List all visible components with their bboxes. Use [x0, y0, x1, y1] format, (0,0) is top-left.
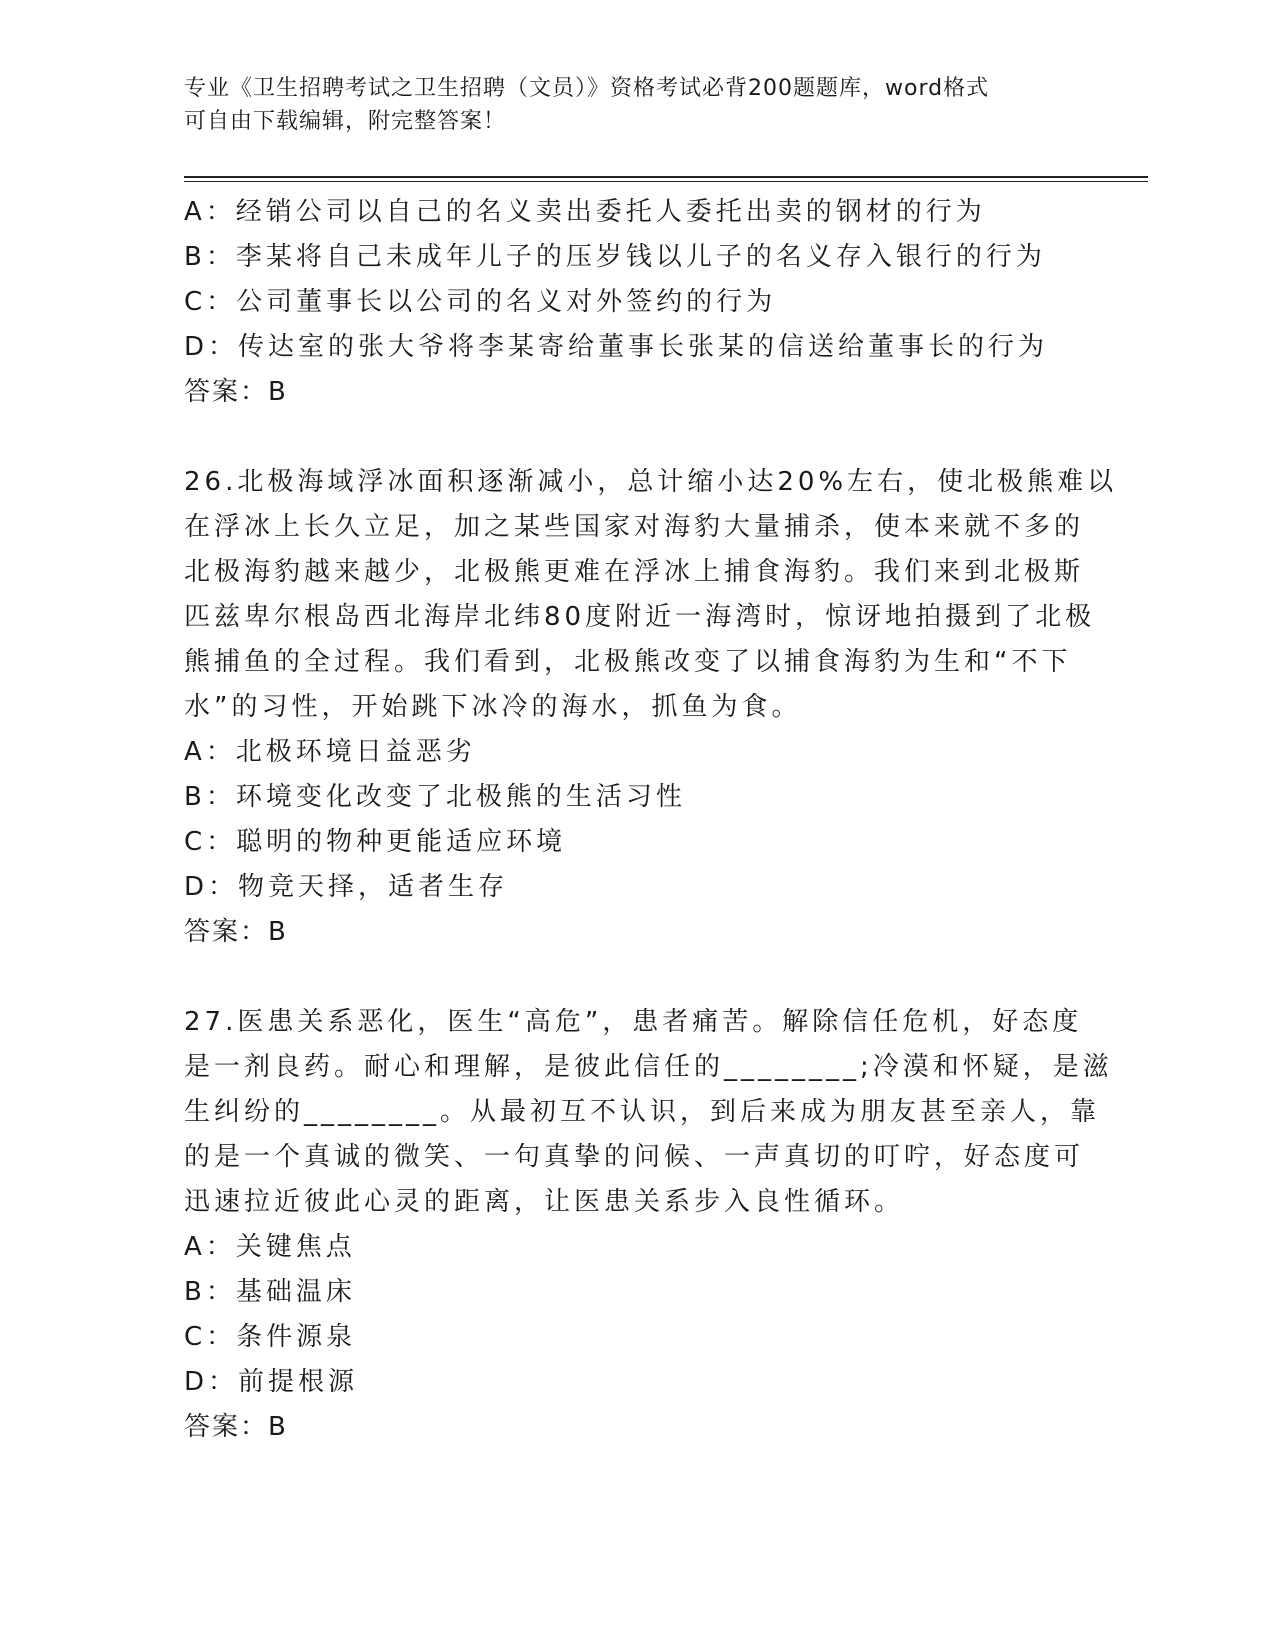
option-d: D：传达室的张大爷将李某寄给董事长张某的信送给董事长的行为 — [184, 332, 1049, 362]
option-d: D：前提根源 — [184, 1367, 359, 1397]
option-a: A：北极环境日益恶劣 — [184, 737, 476, 767]
question-text-line: 26.北极海域浮冰面积逐渐减小，总计缩小达20%左右，使北极熊难以 — [184, 467, 1118, 497]
question-text-line: 北极海豹越来越少，北极熊更难在浮冰上捕食海豹。我们来到北极斯 — [184, 557, 1085, 587]
question-text-line: 生纠纷的________。从最初互不认识，到后来成为朋友甚至亲人，靠 — [184, 1097, 1101, 1127]
header-title-line2: 可自由下载编辑，附完整答案！ — [184, 109, 507, 134]
question-text-line: 匹兹卑尔根岛西北海岸北纬80度附近一海湾时，惊讶地拍摄到了北极 — [184, 602, 1096, 632]
option-c: C：条件源泉 — [184, 1322, 357, 1352]
question-27 — [184, 1000, 1113, 1450]
header-title-line1: 专业《卫生招聘考试之卫生招聘（文员）》资格考试必背200题题库，word格式 — [184, 76, 990, 101]
option-c: C：公司董事长以公司的名义对外签约的行为 — [184, 287, 777, 317]
option-a: A：关键焦点 — [184, 1232, 356, 1262]
answer-line: 答案：B — [184, 377, 288, 407]
option-d: D：物竞天择，适者生存 — [184, 872, 509, 902]
question-text-line: 是一剂良药。耐心和理解，是彼此信任的________;冷漠和怀疑，是滋 — [184, 1052, 1113, 1082]
document-header — [184, 72, 1064, 138]
answer-line: 答案：B — [184, 1412, 288, 1442]
question-25 — [184, 190, 1084, 415]
question-text-line: 熊捕鱼的全过程。我们看到，北极熊改变了以捕食海豹为生和“不下 — [184, 647, 1072, 677]
question-text-line: 在浮冰上长久立足，加之某些国家对海豹大量捕杀，使本来就不多的 — [184, 512, 1085, 542]
option-c: C：聪明的物种更能适应环境 — [184, 827, 567, 857]
spacer — [184, 415, 1084, 460]
answer-line: 答案：B — [184, 917, 288, 947]
option-b: B：环境变化改变了北极熊的生活习性 — [184, 782, 686, 812]
question-text-line: 的是一个真诚的微笑、一句真挚的问候、一声真切的叮咛，好态度可 — [184, 1142, 1085, 1172]
question-text-line: 水”的习性，开始跳下冰冷的海水，抓鱼为食。 — [184, 692, 802, 722]
option-a: A：经销公司以自己的名义卖出委托人委托出卖的钢材的行为 — [184, 197, 986, 227]
spacer — [184, 955, 1084, 1000]
option-b: B：基础温床 — [184, 1277, 356, 1307]
option-b: B：李某将自己未成年儿子的压岁钱以儿子的名义存入银行的行为 — [184, 242, 1046, 272]
question-text-line: 迅速拉近彼此心灵的距离，让医患关系步入良性循环。 — [184, 1187, 905, 1217]
header-rule-thick — [184, 176, 1148, 178]
question-26 — [184, 460, 1118, 955]
header-rule-thin — [184, 181, 1148, 182]
question-text-line: 27.医患关系恶化，医生“高危”，患者痛苦。解除信任危机，好态度 — [184, 1007, 1083, 1037]
question-list — [184, 190, 1118, 1450]
